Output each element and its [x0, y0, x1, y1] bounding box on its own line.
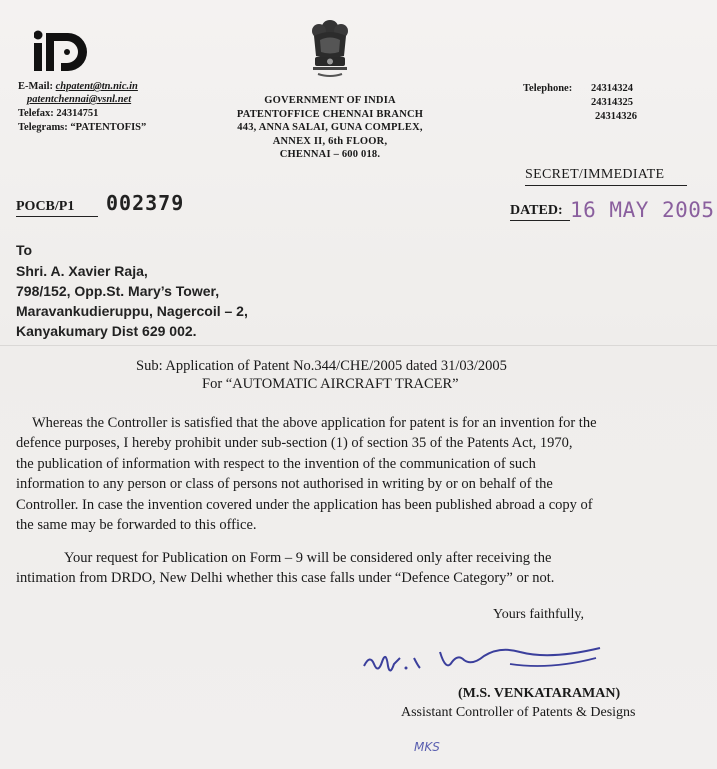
- paragraph-2-line: intimation from DRDO, New Delhi whether this case falls under “Defence Category” or not.: [16, 570, 555, 587]
- telegrams-address: Telegrams: “PATENTOFIS”: [18, 122, 147, 133]
- handwritten-initials: MKS: [414, 740, 440, 754]
- classification-label: SECRET/IMMEDIATE: [525, 167, 665, 182]
- classification-underline: [525, 185, 687, 186]
- subject-line: Sub: Application of Patent No.344/CHE/2005 dated 31/03/2005: [136, 358, 507, 374]
- reference-number: 002379: [106, 191, 185, 215]
- email-link-primary[interactable]: chpatent@tn.nic.in: [55, 81, 138, 92]
- recipient-address-2: Maravankudieruppu, Nagercoil – 2,: [16, 303, 248, 319]
- signatory-designation: Assistant Controller of Patents & Designs: [401, 705, 636, 720]
- telephone-number-1: 24314324: [591, 83, 633, 94]
- office-line-city: CHENNAI – 600 018.: [279, 149, 381, 160]
- email-link-secondary[interactable]: patentchennai@vsnl.net: [27, 94, 132, 105]
- paragraph-1-line: Whereas the Controller is satisfied that the above application for patent is for an invention for the: [32, 415, 597, 431]
- office-line-government: GOVERNMENT OF INDIA: [264, 95, 396, 106]
- paragraph-1-line: the publication of information with respect to the invention of the communication of such: [16, 455, 536, 472]
- recipient-to: To: [16, 242, 33, 258]
- telephone-number-2: 24314325: [591, 97, 633, 108]
- paragraph-1-line: defence purposes, I hereby prohibit under sub-section (1) of section 35 of the Patents Act, 1970,: [16, 435, 573, 452]
- paragraph-1-line: information to any person or class of persons not authorised in writing by or on behalf of the: [16, 476, 553, 493]
- telephone-label: Telephone:: [523, 83, 573, 94]
- recipient-address-3: Kanyakumary Dist 629 002.: [16, 323, 197, 339]
- signatory-name: (M.S. VENKATARAMAN): [458, 686, 621, 701]
- paragraph-1-line: Controller. In case the invention covered under the application has been published abroad a copy of: [16, 496, 593, 513]
- office-line-branch: PATENTOFFICE CHENNAI BRANCH: [236, 108, 424, 120]
- email-line-2: [27, 93, 131, 106]
- email-label: E-Mail:: [18, 81, 53, 92]
- body-paragraph-1: [16, 413, 686, 535]
- dated-underline: [510, 220, 570, 221]
- body-paragraph-2: [16, 548, 686, 589]
- office-address-block: [205, 94, 455, 162]
- email-line-1: [18, 80, 138, 93]
- national-emblem-icon: [306, 18, 354, 82]
- recipient-name: Shri. A. Xavier Raja,: [16, 263, 148, 279]
- date-stamp: 16 MAY 2005: [570, 198, 715, 222]
- paragraph-1-line: the same may be forwarded to this office.: [16, 517, 257, 534]
- telephone-number-3: 24314326: [595, 111, 637, 122]
- paragraph-2-line: Your request for Publication on Form – 9 will be considered only after receiving the: [64, 550, 552, 566]
- closing-salutation: Yours faithfully,: [493, 607, 585, 622]
- office-line-street: 443, ANNA SALAI, GUNA COMPLEX,: [237, 122, 423, 133]
- telefax-number: Telefax: 24314751: [18, 108, 99, 119]
- recipient-address-1: 798/152, Opp.St. Mary’s Tower,: [16, 283, 220, 299]
- handwritten-signature: [360, 636, 610, 684]
- subject-title: For “AUTOMATIC AIRCRAFT TRACER”: [202, 376, 459, 392]
- office-line-annex: ANNEX II, 6th FLOOR,: [272, 135, 388, 147]
- paper-fold-line: [0, 345, 717, 346]
- reference-underline: [16, 216, 98, 217]
- reference-label: POCB/P1: [16, 199, 75, 214]
- patent-office-logo: [34, 30, 90, 72]
- dated-label: DATED:: [510, 203, 563, 218]
